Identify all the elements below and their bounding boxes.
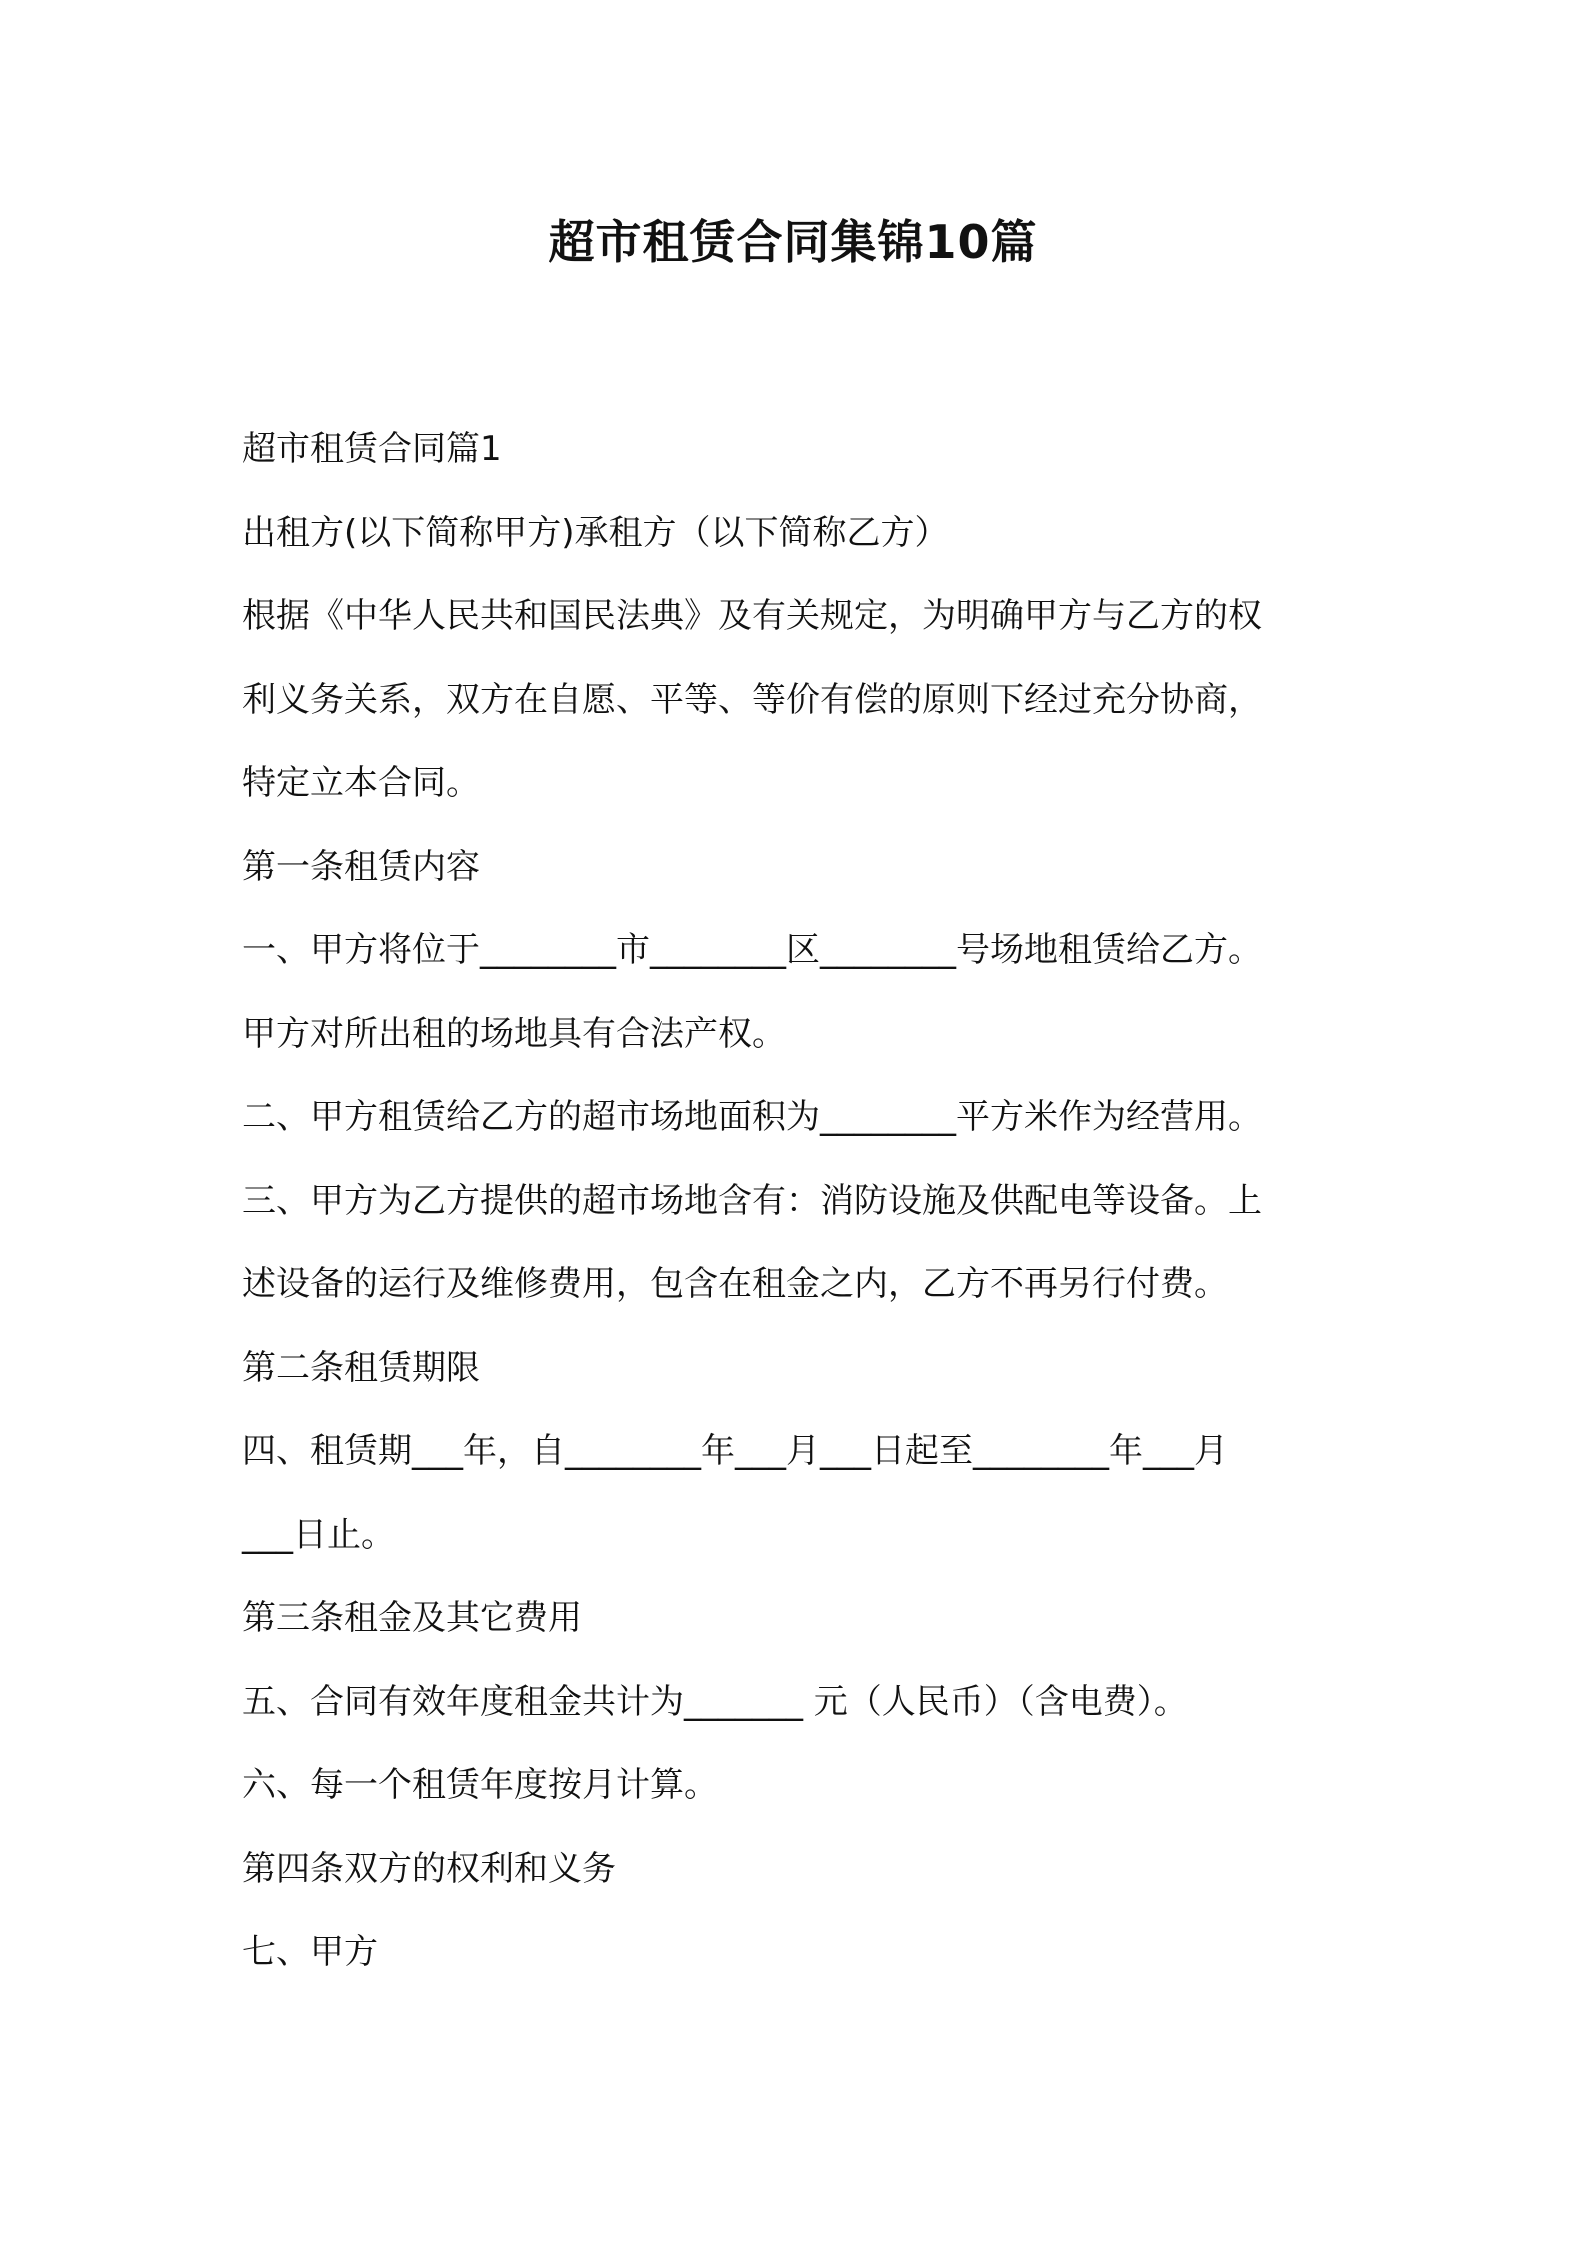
section-heading: 超市租赁合同篇1 [242,429,502,469]
clause-line: 四、租赁期___年，自________年___月___日起至________年___月 [242,1431,1228,1471]
paragraph-line: 利义务关系，双方在自愿、平等、等价有偿的原则下经过充分协商， [242,679,1262,720]
article-heading: 第一条租赁内容 [242,846,480,887]
paragraph-line: 特定立本合同。 [242,763,480,803]
clause-line: 二、甲方租赁给乙方的超市场地面积为________平方米作为经营用。 [242,1097,1262,1137]
clause-line: 六、每一个租赁年度按月计算。 [242,1765,718,1805]
document-body [242,408,1362,1995]
clause-line: 三、甲方为乙方提供的超市场地含有：消防设施及供配电等设备。上 [242,1180,1262,1221]
clause-line: 一、甲方将位于________市________区________号场地租赁给乙方。 [242,930,1262,970]
article-heading: 第四条双方的权利和义务 [242,1848,616,1889]
clause-line: 甲方对所出租的场地具有合法产权。 [242,1013,786,1054]
article-heading: 第二条租赁期限 [242,1347,480,1388]
paragraph-line: 根据《中华人民共和国民法典》及有关规定，为明确甲方与乙方的权 [242,596,1262,636]
document-title: 超市租赁合同集锦10篇 [548,215,1038,269]
clause-line: 七、甲方 [242,1932,378,1972]
article-heading: 第三条租金及其它费用 [242,1598,582,1638]
clause-line: 述设备的运行及维修费用，包含在租金之内，乙方不再另行付费。 [242,1264,1228,1304]
clause-line: ___日止。 [242,1514,395,1555]
clause-line: 五、合同有效年度租金共计为_______ 元（人民币）（含电费）。 [242,1681,1188,1722]
parties-line: 出租方(以下简称甲方)承租方（以下简称乙方） [242,512,949,553]
